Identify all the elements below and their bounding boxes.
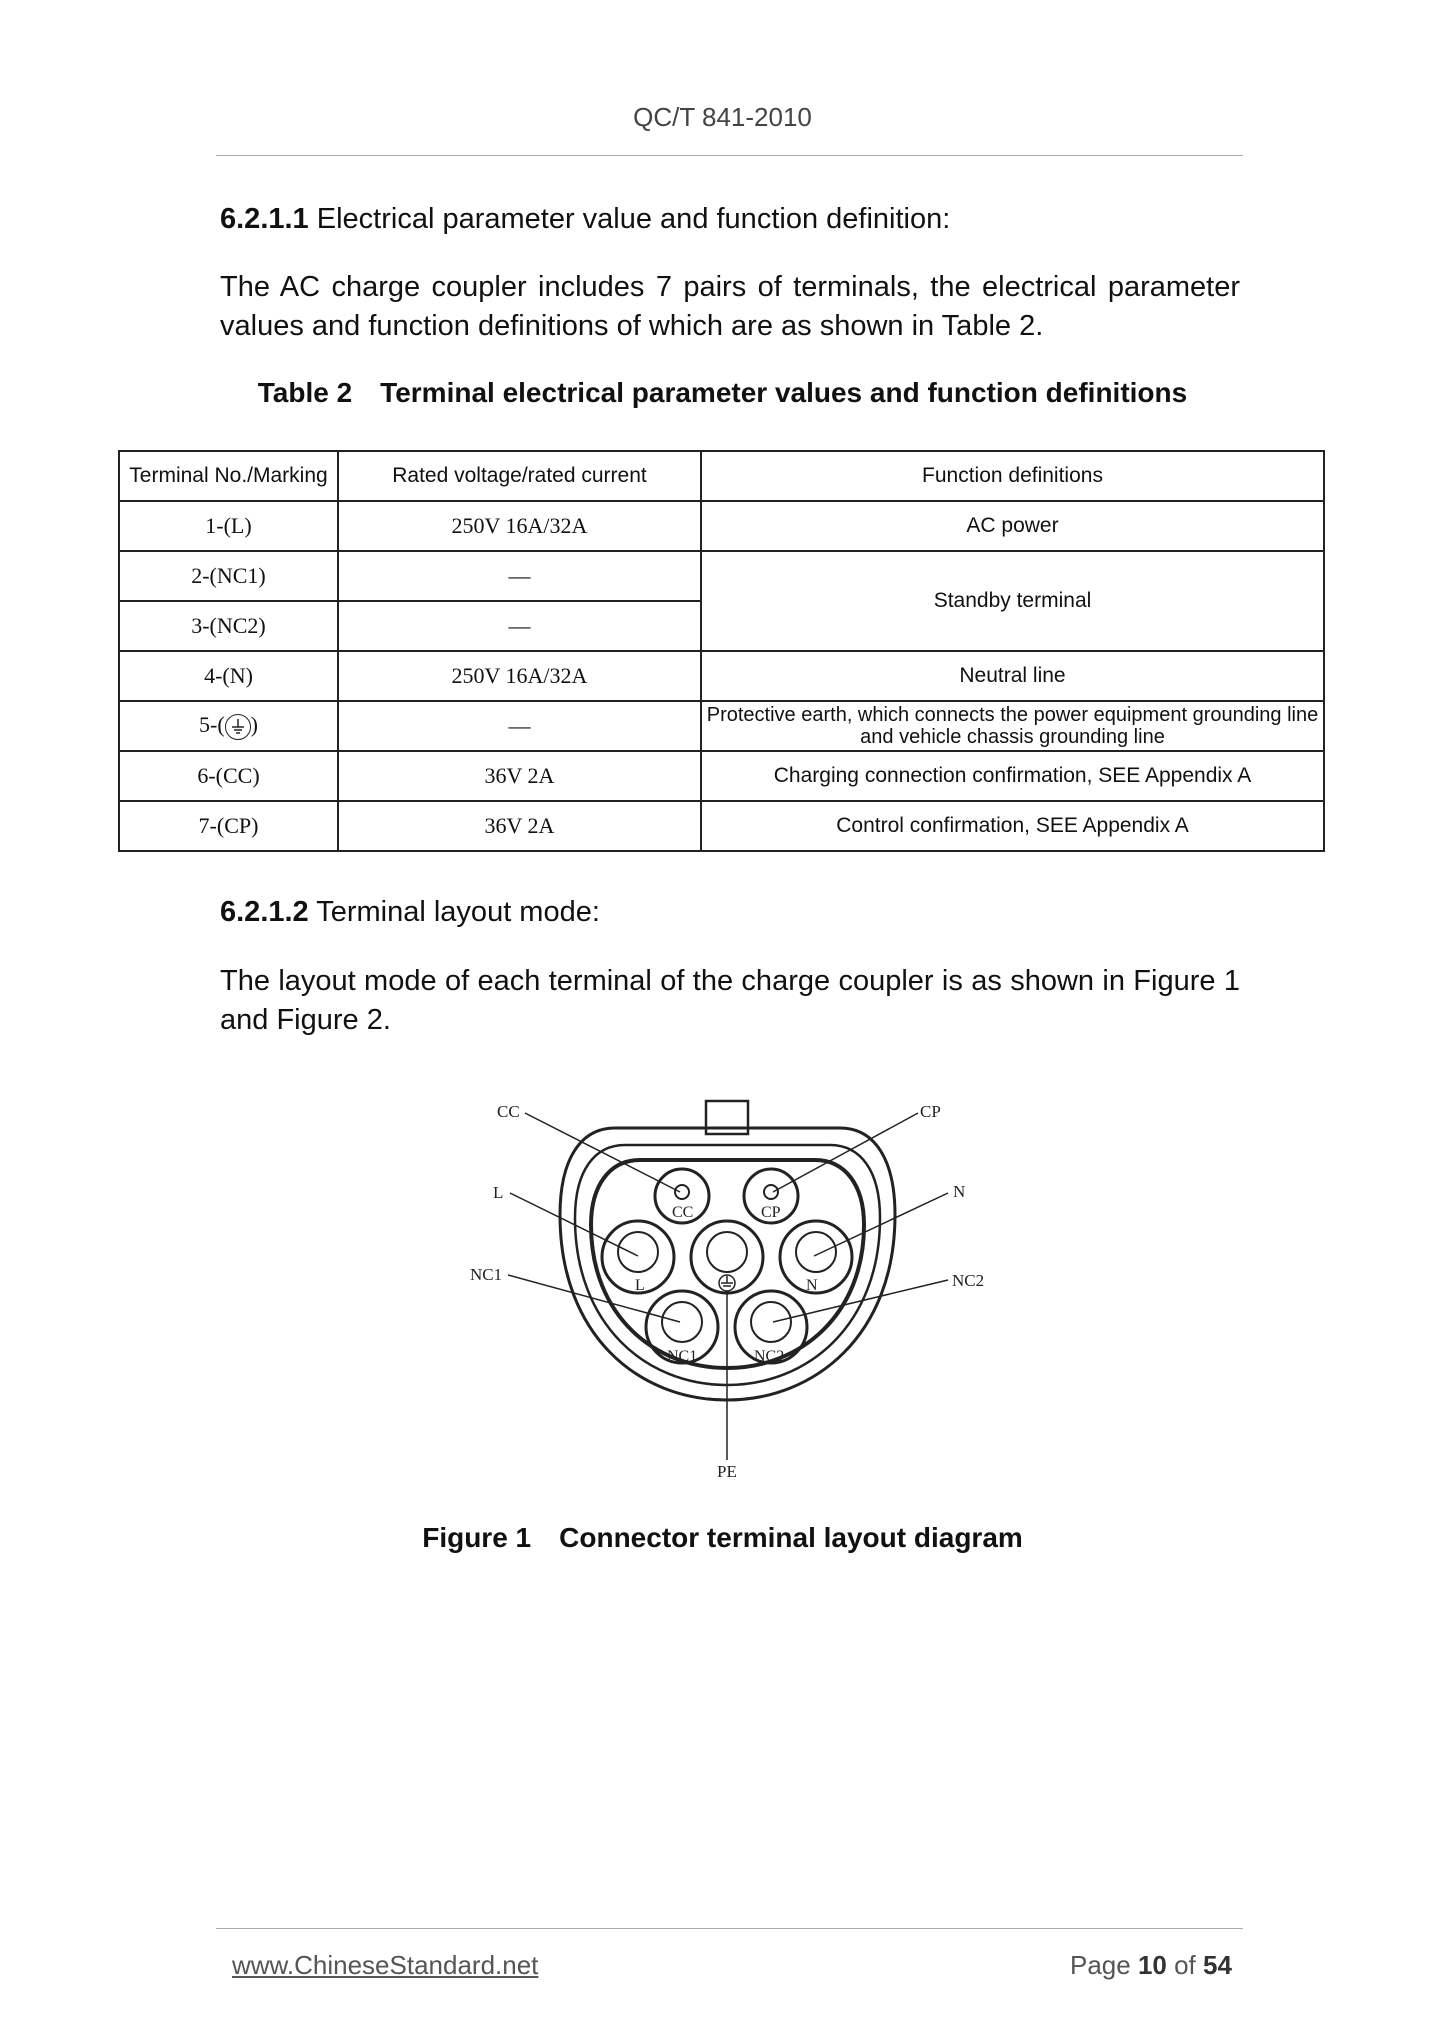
label-nc2-outer: NC2 bbox=[952, 1271, 985, 1290]
function-cell: Charging connection confirmation, SEE Appendix A bbox=[701, 751, 1324, 801]
website-link[interactable]: www.ChineseStandard.net bbox=[232, 1950, 539, 1980]
table-caption bbox=[0, 377, 1445, 409]
terminal-cell: 3-(NC2) bbox=[119, 601, 338, 651]
label-cp-outer: CP bbox=[920, 1102, 941, 1121]
table-row bbox=[119, 651, 1324, 701]
section-6211-heading bbox=[220, 200, 1240, 239]
label-cc-inner: CC bbox=[672, 1204, 694, 1221]
section-title: Terminal layout mode: bbox=[308, 896, 600, 928]
document-code: QC/T 841-2010 bbox=[633, 102, 812, 132]
page-indicator bbox=[1070, 1950, 1232, 1981]
section-6212-heading bbox=[220, 893, 1240, 932]
page-prefix: Page bbox=[1070, 1950, 1138, 1980]
terminal-cell bbox=[119, 701, 338, 751]
table-row bbox=[119, 751, 1324, 801]
label-n-inner: N bbox=[806, 1277, 818, 1294]
section-number: 6.2.1.1 bbox=[220, 203, 309, 235]
terminal-suffix: ) bbox=[250, 712, 258, 738]
ground-icon bbox=[719, 1275, 735, 1291]
header-function: Function definitions bbox=[701, 451, 1324, 501]
rating-cell: — bbox=[338, 551, 701, 601]
footer-rule bbox=[216, 1928, 1243, 1929]
function-cell: Protective earth, which connects the power equipment grounding line and vehicle chassis grounding line bbox=[701, 701, 1324, 751]
rating-cell: 36V 2A bbox=[338, 751, 701, 801]
figure-caption-number: Figure 1 bbox=[422, 1522, 532, 1553]
connector-diagram bbox=[450, 1085, 1010, 1495]
label-nc1-outer: NC1 bbox=[470, 1265, 503, 1284]
table-row bbox=[119, 551, 1324, 601]
section-6212-body: The layout mode of each terminal of the charge coupler is as shown in Figure 1 and Figure 2. bbox=[220, 965, 1240, 1036]
function-cell: Neutral line bbox=[701, 651, 1324, 701]
table-row bbox=[119, 801, 1324, 851]
page-total: 54 bbox=[1203, 1950, 1232, 1980]
terminal-prefix: 5-( bbox=[199, 712, 225, 738]
rating-cell: — bbox=[338, 601, 701, 651]
header-rating: Rated voltage/rated current bbox=[338, 451, 701, 501]
section-6211-body: The AC charge coupler includes 7 pairs of terminals, the electrical parameter values and function definitions of which are as shown in Table 2. bbox=[220, 271, 1240, 342]
ground-icon bbox=[225, 714, 251, 740]
label-cp-inner: CP bbox=[761, 1204, 781, 1221]
header-rule bbox=[216, 155, 1243, 156]
header-terminal: Terminal No./Marking bbox=[119, 451, 338, 501]
label-l-inner: L bbox=[635, 1277, 645, 1294]
table-header-row bbox=[119, 451, 1324, 501]
function-cell: Control confirmation, SEE Appendix A bbox=[701, 801, 1324, 851]
rating-cell: — bbox=[338, 701, 701, 751]
terminal-cell: 4-(N) bbox=[119, 651, 338, 701]
label-pe-outer: PE bbox=[717, 1462, 737, 1481]
terminal-table bbox=[118, 450, 1325, 852]
table-row bbox=[119, 501, 1324, 551]
rating-cell: 250V 16A/32A bbox=[338, 651, 701, 701]
label-nc2-inner: NC2 bbox=[754, 1348, 785, 1365]
terminal-cell: 6-(CC) bbox=[119, 751, 338, 801]
label-cc-outer: CC bbox=[497, 1102, 520, 1121]
page-of: of bbox=[1166, 1950, 1204, 1980]
rating-cell: 250V 16A/32A bbox=[338, 501, 701, 551]
terminal-cell: 2-(NC1) bbox=[119, 551, 338, 601]
figure-caption bbox=[0, 1522, 1445, 1554]
rating-cell: 36V 2A bbox=[338, 801, 701, 851]
table-caption-title: Terminal electrical parameter values and function definitions bbox=[380, 377, 1188, 408]
function-cell: AC power bbox=[701, 501, 1324, 551]
section-title: Electrical parameter value and function definition: bbox=[308, 203, 951, 235]
function-cell: Standby terminal bbox=[701, 551, 1324, 651]
table-row bbox=[119, 701, 1324, 751]
section-number: 6.2.1.2 bbox=[220, 896, 309, 928]
terminal-cell: 1-(L) bbox=[119, 501, 338, 551]
page-current: 10 bbox=[1137, 1950, 1167, 1980]
label-l-outer: L bbox=[493, 1183, 504, 1202]
table-caption-number: Table 2 bbox=[257, 377, 353, 408]
terminal-cell: 7-(CP) bbox=[119, 801, 338, 851]
label-n-outer: N bbox=[953, 1182, 966, 1201]
figure-caption-title: Connector terminal layout diagram bbox=[559, 1522, 1023, 1553]
label-nc1-inner: NC1 bbox=[667, 1348, 698, 1365]
